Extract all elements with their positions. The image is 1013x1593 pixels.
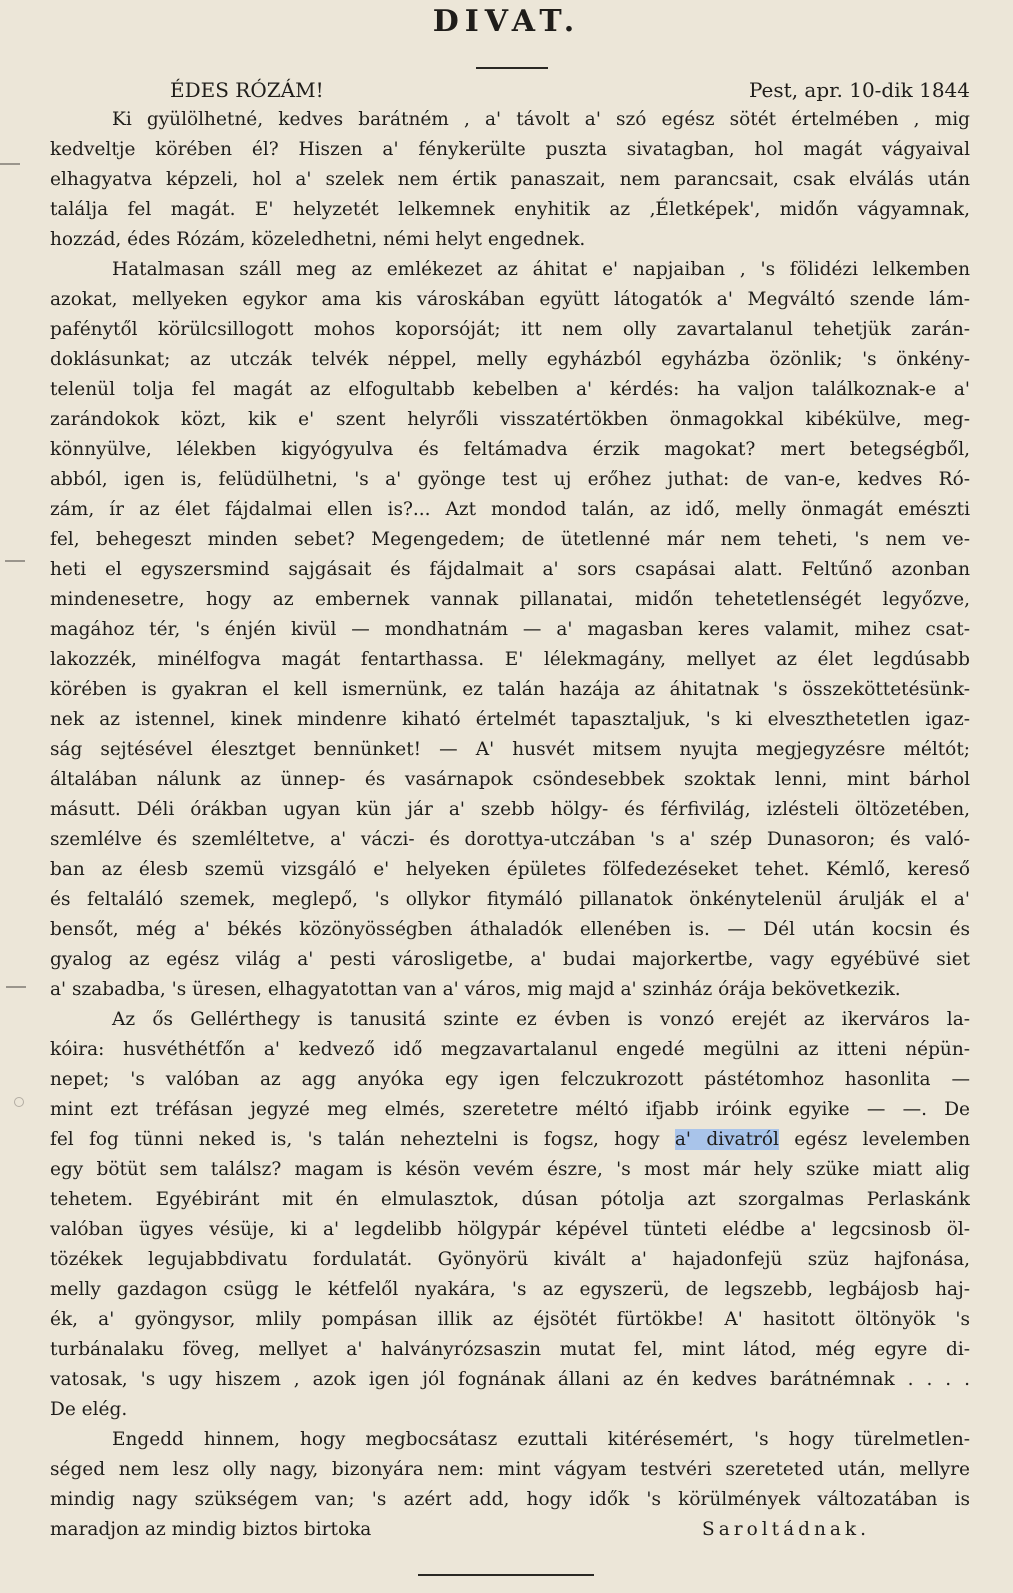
salutation-line — [50, 75, 970, 105]
text-line: elhagyatva képzeli, hol a' szelek nem értik panaszait, nem parancsait, csak elválás után — [50, 169, 970, 190]
text-line: abból, igen is, felüdülhetni, 's a' gyönge test uj erőhez juthat: de van-e, kedves Ró- — [50, 469, 970, 490]
text-line: általában nálunk az ünnep- és vasárnapok csöndesebbek szoktak lenni, mint bárhol — [50, 769, 970, 790]
text-line: ság sejtésével élesztget bennünket! — A' husvét mitsem nyujta megjegyzésre méltót; — [50, 739, 970, 760]
margin-mark — [0, 163, 20, 165]
text-line: Hatalmasan száll meg az emlékezet az áhitat e' napjaiban , 's fölidézi lelkemben — [112, 259, 970, 280]
text-line: doklásunkat; az utczák telvék néppel, melly egyházból egyházba özönlik; 's önkény- — [50, 349, 970, 370]
text-line: Az ős Gellérthegy is tanusitá szinte ez évben is vonzó erejét az ikerváros la- — [112, 1009, 970, 1030]
text-line: egy bötüt sem találsz? magam is késön vevém észre, 's most már hely szüke miatt alig — [50, 1159, 970, 1180]
text-line: ban az élesb szemü vizsgáló e' helyeken épületes fölfedezéseket tehet. Kémlő, kereső — [50, 859, 970, 880]
title-rule — [476, 67, 548, 69]
margin-mark — [5, 560, 25, 562]
text-line: szemlélve és szemléltetve, a' váczi- és dorottya-utczában 's a' szép Dunasoron; és való- — [50, 829, 970, 850]
text-line: melly gazdagon csügg le kétfelől nyakára, 's az egyszerü, de legszebb, legbájosb haj- — [50, 1279, 970, 1300]
text-line: találja fel magát. E' helyzetét lelkemnek enyhitik az ‚Életképek', midőn vágyamnak, — [50, 199, 970, 220]
text-line: könnyülve, lélekben kigyógyulva és feltámadva érzik magokat? mert betegségből, — [50, 439, 970, 460]
text-line: mindig nagy szükségem van; 's azért add, hogy idők 's körülmények változatában is — [50, 1489, 970, 1510]
text-line: valóban ügyes vésüje, ki a' legdelibb hölgypár képével tünteti elédbe a' legcsinosb öl- — [50, 1219, 970, 1240]
text-line: De elég. — [50, 1399, 128, 1420]
text-line: tözékek legujabbdivatu fordulatát. Gyönyörü kivált a' hajadonfejü szüz hajfonása, — [50, 1249, 970, 1270]
text-line: kedveltje körében él? Hiszen a' fénykerülte puszta sivatagban, hol magát vágyaival — [50, 139, 970, 160]
text-line: azokat, mellyeken egykor ama kis városkában együtt látogatók a' Megváltó szende lám- — [50, 289, 970, 310]
text-line: másutt. Déli órákban ugyan kün jár a' szebb hölgy- és férfivilág, izlésteli öltözetében, — [50, 799, 970, 820]
margin-mark — [6, 986, 26, 988]
text-segment: fel fog tünni neked is, 's talán neheztelni is fogsz, hogy — [50, 1129, 675, 1150]
dateline: Pest, apr. 10-dik 1844 — [749, 78, 970, 102]
signature: Saroltádnak. — [702, 1519, 870, 1540]
text-lines — [50, 105, 970, 1515]
text-line — [50, 1125, 970, 1155]
letter-body — [50, 75, 970, 1545]
end-rule — [418, 1574, 594, 1576]
highlighted-phrase: a' divatról — [674, 1129, 779, 1150]
text-line: körében is gyakran el kell ismernünk, ez talán hazája az áhitatnak 's összeköttetésünk- — [50, 679, 970, 700]
text-line: mindenesetre, hogy az embernek vannak pillanatai, midőn tehetetlenségét legyőzve, — [50, 589, 970, 610]
text-line: kóira: husvéthétfőn a' kedvező idő megzavartalanul engedé megülni az itteni népün- — [50, 1039, 970, 1060]
text-line: bensőt, még a' békés közönyösségben áthaladók ellenében is. — Dél után kocsin és — [50, 919, 970, 940]
text-line: mint ezt tréfásan jegyzé meg elmés, szeretetre méltó ifjabb iróink egyike — —. De — [50, 1099, 970, 1120]
text-line: hozzád, édes Rózám, közeledhetni, némi helyt engednek. — [50, 229, 586, 250]
text-line: és feltaláló szemek, meglepő, 's ollykor fitymáló pillanatok önkénytelenül árulják el a' — [50, 889, 970, 910]
text-line: séged nem lesz olly nagy, bizonyára nem: mint vágyam testvéri szereteted után, mellyre — [50, 1459, 970, 1480]
text-line: Engedd hinnem, hogy megbocsátasz ezuttali kitérésemért, 's hogy türelmetlen- — [112, 1429, 970, 1450]
text-line: magához tér, 's énjén kivül — mondhatnám — a' magasban keres valamit, mihez csat- — [50, 619, 970, 640]
margin-ring — [14, 1097, 24, 1107]
text-line: telenül tolja fel magát az elfogultabb kebelben a' kérdés: ha valjon találkoznak-e a' — [50, 379, 970, 400]
text-line: gyalog az egész világ a' pesti városligetbe, a' budai majorkertbe, vagy egyébüvé siet — [50, 949, 970, 970]
salutation: ÉDES RÓZÁM! — [170, 78, 324, 102]
text-line: lakozzék, minélfogva magát fentarthassa. E' lélekmagány, mellyet az élet legdúsabb — [50, 649, 970, 670]
closing-text: maradjon az mindig biztos birtoka — [50, 1519, 372, 1540]
text-segment: egész levelemben — [778, 1129, 970, 1150]
text-line: zarándokok közt, kik e' szent helyrőli visszatértökben önmagokkal kibékülve, meg- — [50, 409, 970, 430]
text-line: vatosak, 's ugy hiszem , azok igen jól fognának állani az én kedves barátnémnak . . . . — [50, 1369, 970, 1390]
text-line: turbánalaku föveg, mellyet a' halványrózsaszin mutat fel, mint látod, még egyre di- — [50, 1339, 970, 1360]
text-line: fel, behegeszt minden sebet? Megengedem; de ütetlenné már nem teheti, 's nem ve- — [50, 529, 970, 550]
text-line: a' szabadba, 's üresen, elhagyatottan van a' város, mig majd a' szinház órája bekövetkezik. — [50, 979, 901, 1000]
text-line: nepet; 's valóban az agg anyóka egy igen felczukrozott pástétomhoz hasonlita — — [50, 1069, 970, 1090]
text-line: pafénytől körülcsillogott mohos koporsóját; itt nem olly zavartalanul tehetjük zarán- — [50, 319, 970, 340]
text-line: tehetem. Egyébiránt mit én elmulasztok, dúsan pótolja azt szorgalmas Perlaskánk — [50, 1189, 970, 1210]
text-line: Ki gyülölhetné, kedves barátném , a' távolt a' szó egész sötét értelmében , mig — [112, 109, 970, 130]
closing-line — [50, 1515, 970, 1545]
text-line: zám, ír az élet fájdalmai ellen is?... Azt mondod talán, az idő, melly önmagát emészti — [50, 499, 970, 520]
text-line: heti el egyszersmind sajgásait és fájdalmait a' sors csapásai alatt. Feltűnő azonban — [50, 559, 970, 580]
text-line: nek az istennel, kinek mindenre kiható értelmét tapasztaljuk, 's ki elveszthetetlen igaz- — [50, 709, 970, 730]
article-title: DIVAT. — [432, 4, 581, 39]
text-line: ék, a' gyöngysor, mlily pompásan illik az éjsötét fürtökbe! A' hasitott öltönyök 's — [50, 1309, 970, 1330]
